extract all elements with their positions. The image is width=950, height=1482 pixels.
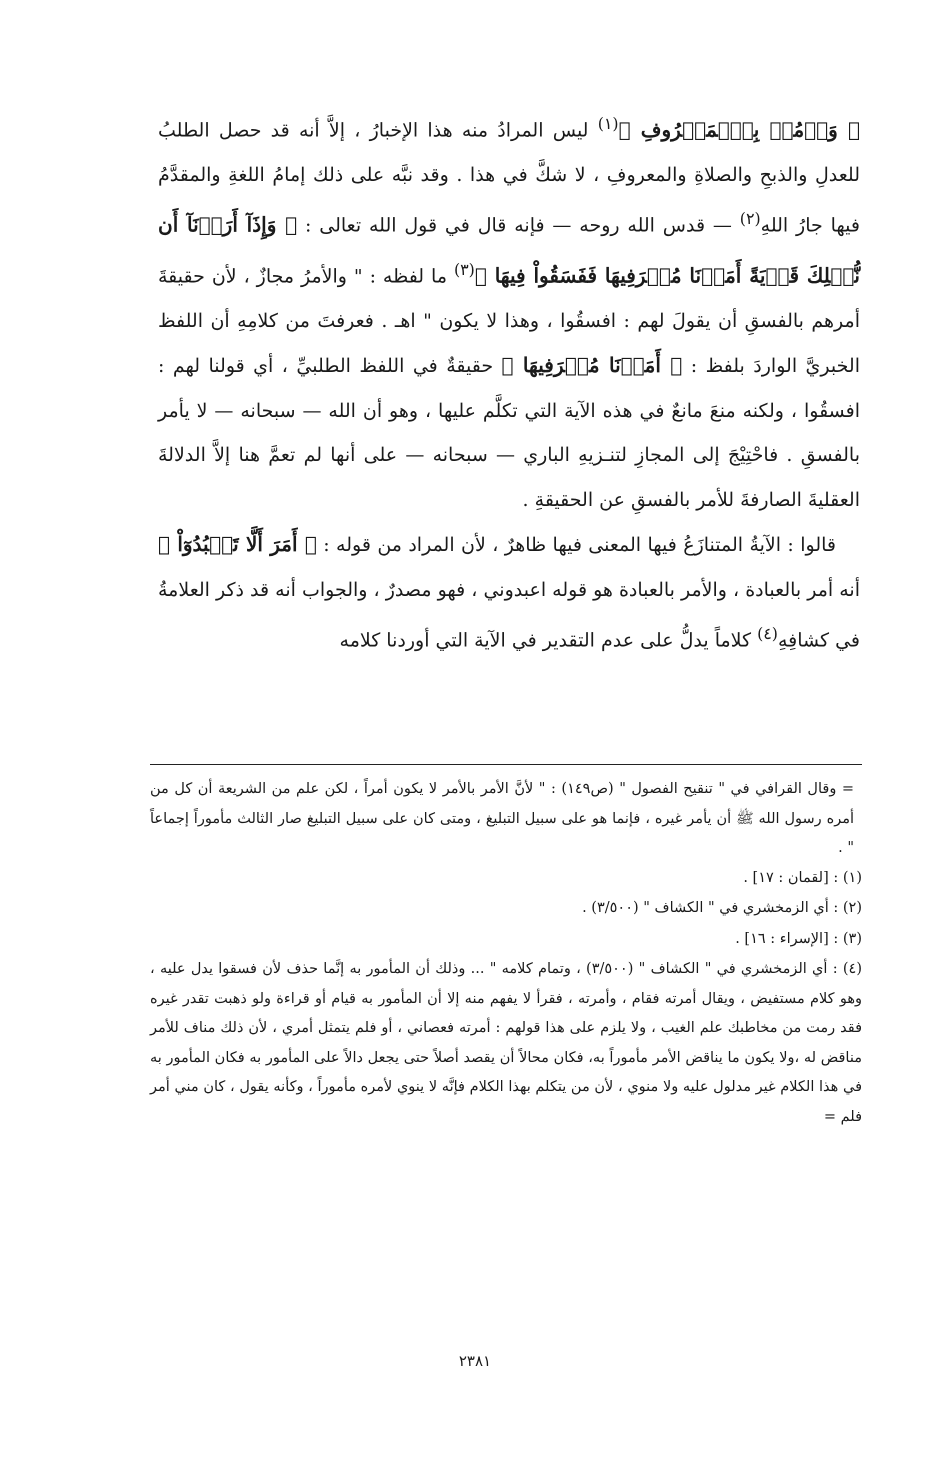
footnote-text: : أي الزمخشري في " الكشاف " (٣/٥٠٠) ، وتمام كلامه " ... وذلك أن المأمور به إنَّما حذف لأن فسقوا يدل عليه ، وهو كلام مستفيض ، ويقال أمرته فقام ، وأمرته ، فقرأ لا يفهم منه إلا أن المأمور به قيام أو قراءة ولو ذهبت تقدر غيره فقد رمت من مخاطبك علم الغيب ، ولا يلزم على هذا قولهم : أمرته فعصاني ، أو فلم يتمثل أمري ، لأن ذلك مناف للأمر مناقض له ،ولا يكون ما يناقض الأمر مأموراً به، فكان محالاً أن يقصد أصلاً حتى يجعل دالاً على المأمور به فكان المأمور به في هذا الكلام غير مدلول عليه ولا منوي ، لأن من يتكلم بهذا الكلام فإنَّه لا ينوي لأمره مأموراً ، وكأنه يقول ، كان مني أمر فلم = xyxy=(150,961,862,1125)
footnote-item xyxy=(150,955,862,1132)
footnotes-section xyxy=(150,775,862,1133)
footnote-number: (٣) xyxy=(842,930,862,947)
footnote-continuation: = وقال القرافي في " تنقيح الفصول " (ص١٤٩) : " لأنَّ الأمر بالأمر لا يكون أمراً ، لكن علم من الشريعة أن كل من أمره رسول الله ﷺ أن يأمر غيره ، فإنما هو على سبيل التبليغ ، ومتى كان على سبيل التبليغ صار الثالث مأموراً إجماعاً " . xyxy=(150,781,854,856)
paragraph-1 xyxy=(158,102,860,522)
quran-verse: ﴿ أَمَرَ أَلَّا تَعۡبُدُوٓاْ ﴾ xyxy=(158,532,317,557)
footnote-number: (٢) xyxy=(842,900,862,916)
text-run: — قدس الله روحه — فإنه قال في قول الله تعالى : xyxy=(297,214,740,237)
footnote-ref: (١) xyxy=(597,114,619,133)
text-run: أنه أمر بالعبادة ، والأمر بالعبادة هو قوله اعبدوني ، فهو مصدرٌ ، والجواب أنه قد ذكر العلامةُ في كشافِهِ xyxy=(158,578,860,652)
text-run: حقيقةٌ في اللفظ الطلبيِّ ، أي قولنا لهم : افسقُوا ، ولكنه منعَ مانعٌ في هذه الآية التي تكلَّم عليها ، وهو أن الله — سبحانه — لا يأمر بالفسقِ . فاحْتِيْجَ إلى المجازِ لتنـزيهِ الباري — سبحانه — على أنها لم تعمَّ هنا إلاَّ الدلالةَ العقليةَ الصارفةَ للأمر بالفسقِ عن الحقيقةِ . xyxy=(158,355,860,511)
quran-verse: ﴿ أَمَرۡنَا مُتۡرَفِيهَا ﴾ xyxy=(501,353,683,378)
text-run: ما لفظه : " والأمرُ مجازٌ ، لأن حقيقةَ أمرهم بالفسقِ أن يقولَ لهم : افسقُوا ، وهذا لا يكون " اهـ . فعرفتَ من كلامِهِ أن اللفظ الخبريَّ الواردَ بلفظ : xyxy=(158,265,860,378)
footnote-text: : أي الزمخشري في " الكشاف " (٣/٥٠٠) . xyxy=(582,900,843,916)
footnote-item xyxy=(150,864,862,894)
text-run: ليس المرادُ منه هذا الإخبارُ ، إلاَّ أنه قد حصل الطلبُ للعدلِ والذبحِ والصلاةِ والمعروفِ ، لا شكَّ في هذا . وقد نبَّه على ذلك إمامُ اللغةِ والمقدَّمُ فيها جارُ اللهِ xyxy=(158,119,860,237)
paragraph-2 xyxy=(158,522,860,663)
footnote-item xyxy=(150,925,862,955)
footnote-text: : [الإسراء : ١٦] . xyxy=(735,930,843,947)
quran-verse: ﴿ وَإِذَآ أَرَدۡنَآ أَن نُّهۡلِكَ قَرۡيَةً أَمَرۡنَا مُتۡرَفِيهَا فَفَسَقُواْ فِيهَا ﴾ xyxy=(158,212,860,288)
text-run: كلاماً يدلُّ على عدم التقدير في الآية التي أوردنا كلامه xyxy=(339,629,758,652)
footnote-text: : [لقمان : ١٧] . xyxy=(743,869,843,886)
footnote-ref: (٣) xyxy=(453,260,475,280)
footnote-ref: (٢) xyxy=(739,209,761,229)
footnote-item xyxy=(150,894,862,924)
footnote-ref: (٤) xyxy=(757,624,778,644)
footnote-divider xyxy=(150,764,862,765)
quran-verse: ﴿ وَأۡمُرۡ بِٱلۡمَعۡرُوفِ ﴾ xyxy=(618,117,860,142)
text-run: قالوا : الآيةُ المتنازَعُ فيها المعنى فيها ظاهرٌ ، لأن المراد من قوله : xyxy=(316,534,836,557)
footnote-number: (١) xyxy=(842,869,862,886)
footnote-number: (٤) xyxy=(842,961,862,977)
page-number: ٢٣٨١ xyxy=(458,1352,492,1370)
main-body-text xyxy=(158,102,860,663)
